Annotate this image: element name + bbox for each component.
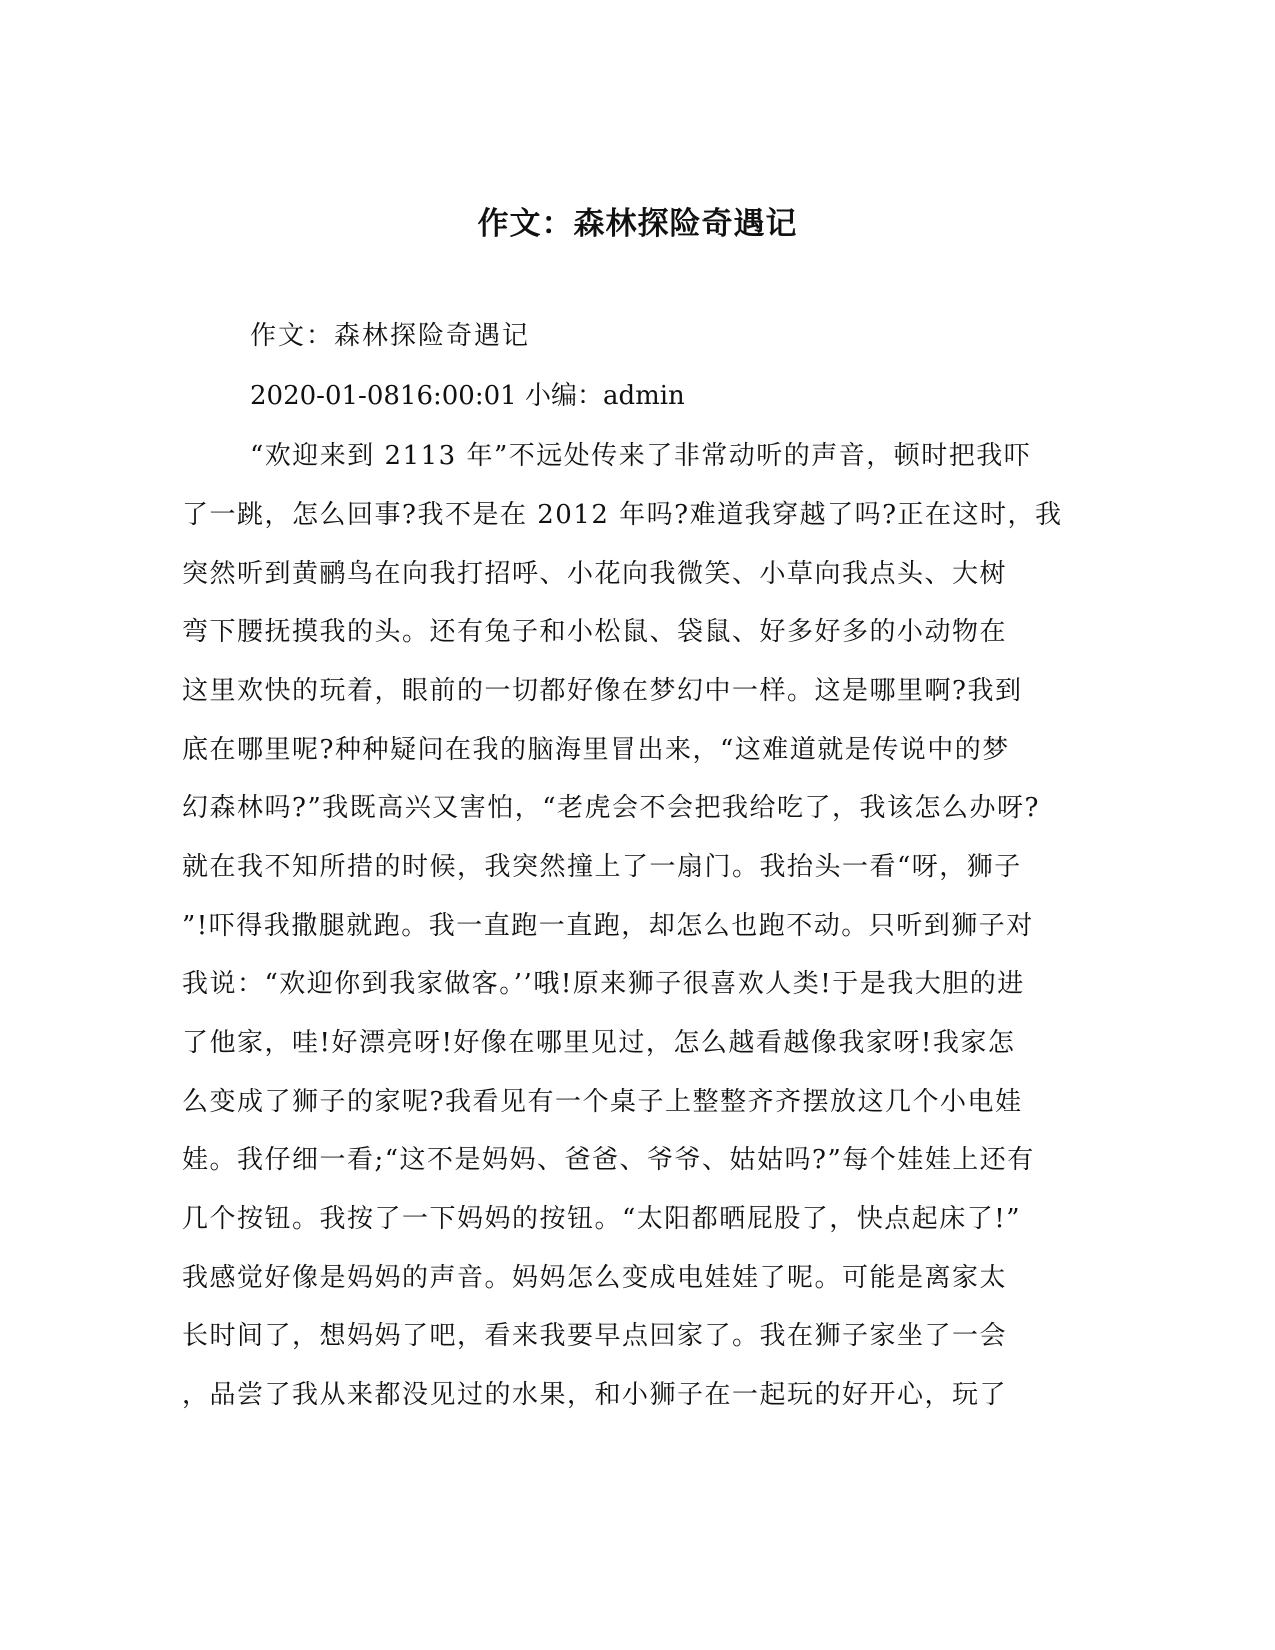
body-line: 了一跳，怎么回事?我不是在 2012 年吗?难道我穿越了吗?正在这时，我 <box>182 500 1063 530</box>
body-line: 底在哪里呢?种种疑问在我的脑海里冒出来，“这难道就是传说中的梦 <box>182 735 1010 765</box>
body-line: 几个按钮。我按了一下妈妈的按钮。“太阳都晒屁股了，快点起床了!” <box>182 1204 1022 1234</box>
body-line: 幻森林吗?”我既高兴又害怕，“老虎会不会把我给吃了，我该怎么办呀? <box>182 793 1040 823</box>
body-line: 这里欢快的玩着，眼前的一切都好像在梦幻中一样。这是哪里啊?我到 <box>182 676 1023 706</box>
body-line: 就在我不知所措的时候，我突然撞上了一扇门。我抬头一看“呀，狮子 <box>182 852 1022 882</box>
body-line: 突然听到黄鹂鸟在向我打招呼、小花向我微笑、小草向我点头、大树 <box>182 559 1008 589</box>
body-line: ”!吓得我撒腿就跑。我一直跑一直跑，却怎么也跑不动。只听到狮子对 <box>182 911 1034 941</box>
article-dateline: 2020-01-0816:00:01 小编：admin <box>250 381 685 411</box>
body-line: “欢迎来到 2113 年”不远处传来了非常动听的声音，顿时把我吓 <box>250 441 1032 471</box>
body-line: 么变成了狮子的家呢?我看见有一个桌子上整整齐齐摆放这几个小电娃 <box>182 1087 1023 1117</box>
body-line: 长时间了，想妈妈了吧，看来我要早点回家了。我在狮子家坐了一会 <box>182 1321 1008 1351</box>
body-line: 了他家，哇!好漂亮呀!好像在哪里见过，怎么越看越像我家呀!我家怎 <box>182 1028 1016 1058</box>
article-subtitle: 作文：森林探险奇遇记 <box>250 321 531 351</box>
document-title: 作文：森林探险奇遇记 <box>477 206 798 242</box>
body-line: 弯下腰抚摸我的头。还有兔子和小松鼠、袋鼠、好多好多的小动物在 <box>182 617 1008 647</box>
body-line: 娃。我仔细一看;“这不是妈妈、爸爸、爷爷、姑姑吗?”每个娃娃上还有 <box>182 1145 1035 1175</box>
body-line: 我感觉好像是妈妈的声音。妈妈怎么变成电娃娃了呢。可能是离家太 <box>182 1263 1008 1293</box>
body-line: ，品尝了我从来都没见过的水果，和小狮子在一起玩的好开心，玩了 <box>182 1380 1008 1410</box>
body-line: 我说：“欢迎你到我家做客。’’哦!原来狮子很喜欢人类!于是我大胆的进 <box>182 969 1025 999</box>
